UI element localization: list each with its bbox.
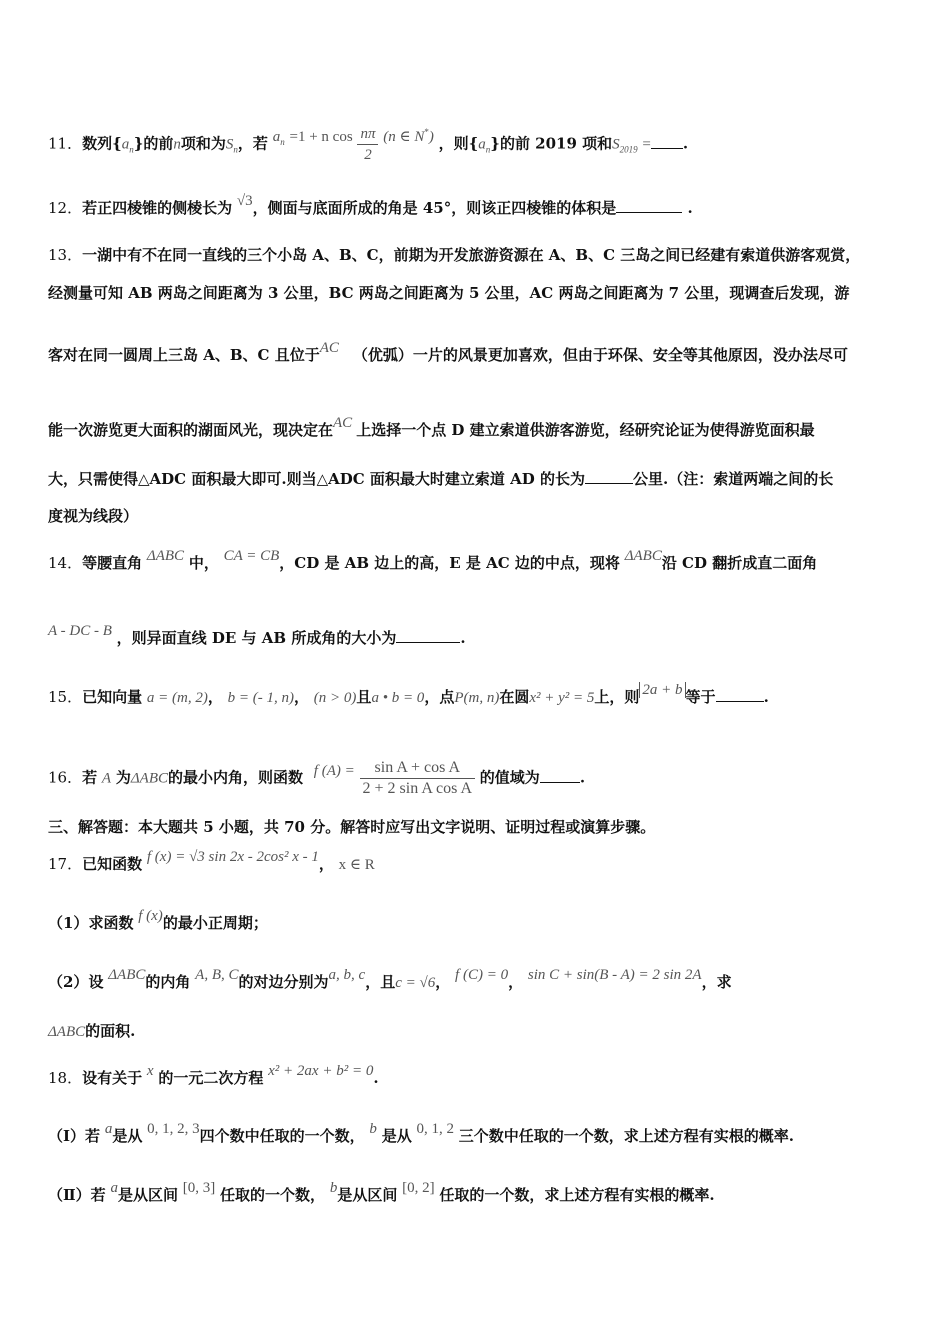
question-11: 11．数列$\{a_n\}$的前n项和为$S_n$，若 $a_n =1 + n$ cos $\frac{n\pi}{2}$ (n ∈ N*) ，则$\{a_n\}$的前 2019 项和$S_{2019}$ = . xyxy=(48,126,689,163)
question-14: 14．等腰直角 ΔABC 中， CA = CB，CD 是 AB 边上的高，E 是 AC 边的中点，现将 ΔABC沿 CD 翻折成直二面角 xyxy=(48,548,818,572)
question-13-line-1: 13．一湖中有不在同一直线的三个小岛 A、B、C，前期为开发旅游资源在 A、B、C 三岛之间已经建有索道供游客观赏， xyxy=(48,246,861,264)
q11-formula: =1 + n cos xyxy=(289,128,353,145)
question-16: 16．若 A 为ΔABC的最小内角，则函数 f (A) = $\frac{\text{sin A + cos A}}{\text{2 + 2 sin A cos A}}$ 的值域为 . xyxy=(48,759,586,797)
q17-function: f (x) = √3 sin 2x - 2cos² x - 1 xyxy=(146,849,319,865)
answer-blank xyxy=(585,469,633,484)
answer-blank xyxy=(651,134,683,149)
q12-number: 12． xyxy=(48,199,83,217)
question-18: 18．设有关于 x 的一元二次方程 x² + 2ax + b² = 0. xyxy=(48,1063,379,1087)
arc-ac: AC xyxy=(333,415,353,431)
question-17-part-1: （1）求函数 f (x)的最小正周期； xyxy=(48,908,268,932)
question-14-line-2: A - DC - B ，则异面直线 DE 与 AB 所成角的大小为 . xyxy=(48,623,466,647)
sqrt3: √3 xyxy=(236,193,253,209)
norm: 2a + b xyxy=(639,682,685,698)
arc-ac: AC xyxy=(319,340,339,356)
q11-number: 11． xyxy=(48,134,83,153)
q14-number: 14． xyxy=(48,554,83,572)
answer-blank xyxy=(540,768,580,783)
question-18-part-1: （Ⅰ）若 a是从 0, 1, 2, 3四个数中任取的一个数， b 是从 0, 1, 2 三个数中任取的一个数，求上述方程有实根的概率. xyxy=(48,1121,795,1145)
dihedral: A - DC - B xyxy=(48,623,112,639)
q18-number: 18． xyxy=(48,1069,83,1087)
question-13-line-5: 大，只需使得△ADC 面积最大即可.则当△ADC 面积最大时建立索道 AD 的长为 公里.（注：索道两端之间的长 xyxy=(48,470,834,488)
q16-number: 16． xyxy=(48,768,83,787)
answer-blank xyxy=(716,687,764,702)
q15-number: 15． xyxy=(48,688,83,706)
q11-fraction: $\frac{n\pi}{2}$ xyxy=(357,124,378,165)
question-15: 15．已知向量 a = (m, 2)， b = (- 1, n)， (n > 0)且a • b = 0，点P(m, n)在圆x² + y² = 5上，则 2a + b 等于 . xyxy=(48,682,769,706)
question-13-line-6: 度视为线段） xyxy=(48,507,139,525)
answer-blank xyxy=(616,198,682,213)
question-17-part-2-end: ΔABC的面积. xyxy=(48,1022,136,1040)
answer-blank xyxy=(396,628,460,643)
q13-number: 13． xyxy=(48,246,83,264)
q16-fraction: $\frac{\text{sin A + cos A}}{\text{2 + 2 sin A cos A}}$ xyxy=(360,758,475,799)
question-12: 12．若正四棱锥的侧棱长为 √3，侧面与底面所成的角是 45°，则该正四棱锥的体积是 . xyxy=(48,193,693,217)
question-18-part-2: （Ⅱ）若 a是从区间 [0, 3] 任取的一个数， b是从区间 [0, 2] 任取的一个数，求上述方程有实根的概率. xyxy=(48,1180,715,1204)
q17-number: 17． xyxy=(48,855,83,873)
question-13-line-3: 客对在同一圆周上三岛 A、B、C 且位于AC （优弧）一片的风景更加喜欢，但由于环保、安全等其他原因，没办法尽可 xyxy=(48,340,848,364)
question-13-line-4: 能一次游览更大面积的湖面风光，现决定在AC 上选择一个点 D 建立索道供游客游览，经研究论证为使得游览面积最 xyxy=(48,415,815,439)
question-13-line-2: 经测量可知 AB 两岛之间距离为 3 公里，BC 两岛之间距离为 5 公里，AC 两岛之间距离为 7 公里，现调查后发现，游 xyxy=(48,284,850,302)
question-17-part-2: （2）设 ΔABC的内角 A, B, C的对边分别为a, b, c，且c = √6， f (C) = 0， sin C + sin(B - A) = 2 sin 2A，求 xyxy=(48,967,732,991)
question-17: 17．已知函数 f (x) = √3 sin 2x - 2cos² x - 1， x ∈ R xyxy=(48,849,375,873)
section-heading: 三、解答题：本大题共 5 小题，共 70 分。解答时应写出文字说明、证明过程或演算步骤。 xyxy=(48,818,656,836)
